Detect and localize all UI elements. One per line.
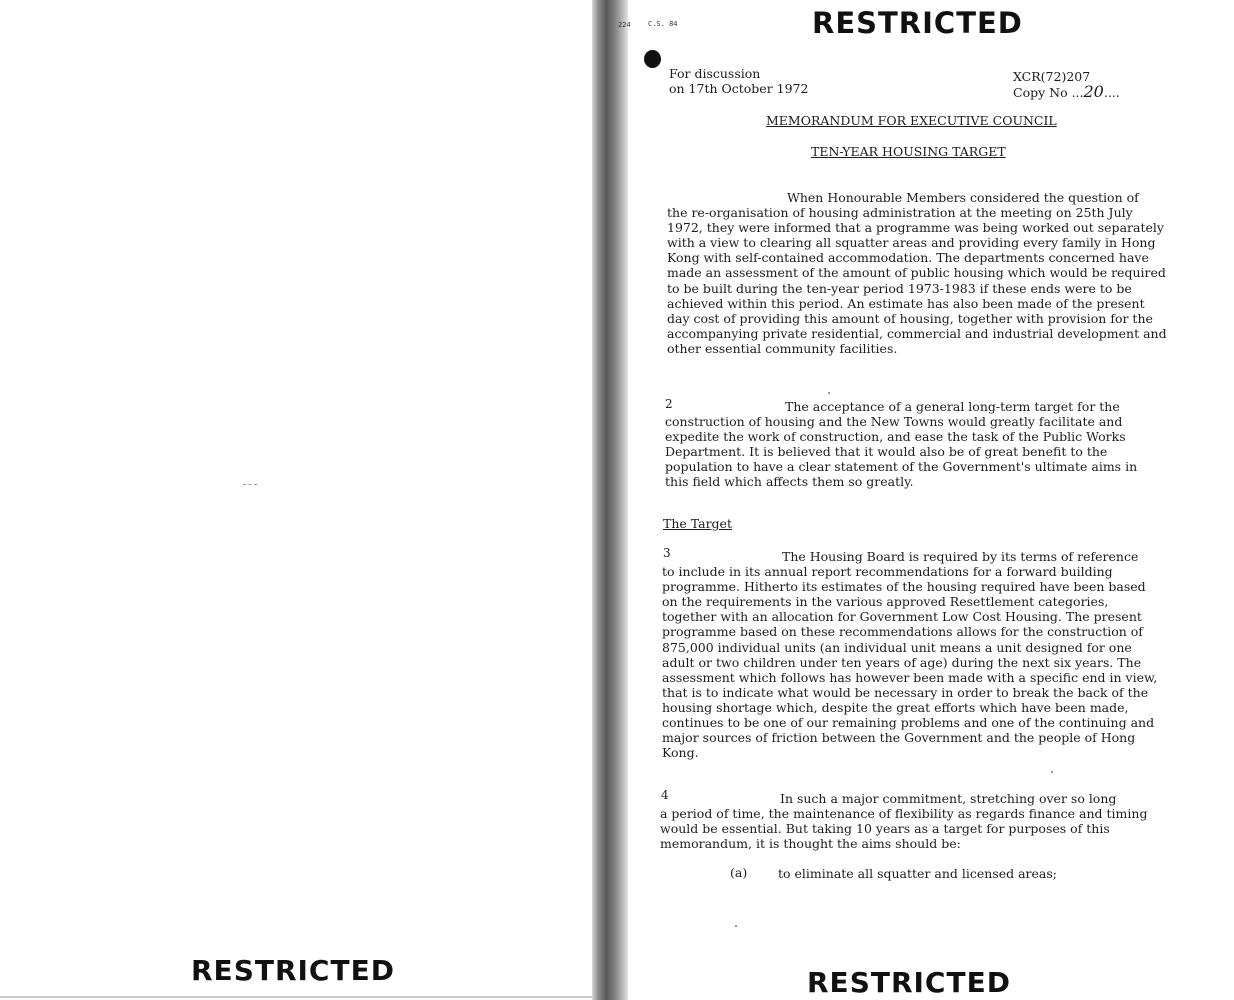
restricted-stamp-bottom: RESTRICTED bbox=[807, 966, 1011, 999]
scan-speck bbox=[1051, 771, 1053, 773]
paragraph-4-number: 4 bbox=[661, 788, 669, 802]
paragraph-3-number: 3 bbox=[663, 546, 671, 560]
paragraph-2 bbox=[665, 399, 1163, 490]
restricted-stamp-top: RESTRICTED bbox=[812, 6, 1023, 40]
paragraph-3-body: to include in its annual report recommendations for a forward building programme. Hitherto its estimates of the housing required have been based on the requirements in the various approved Resettlement categories, together with an allocation for Government Low Cost Housing. The present programme based on these recommendations allows for the construction of 875,000 individual units (an individual unit means a unit designed for one adult or two children under ten years of age) during the next six years. The assessment which follows has however been made with a specific end in view, that is to indicate what would be necessary in order to break the back of the housing shortage which, despite the great efforts which have been made, continues to be one of our remaining problems and one of the continuing and major sources of friction between the Government and the people of Hong Kong. bbox=[662, 564, 1158, 761]
list-item-a-label: (a) bbox=[730, 865, 748, 880]
page-mark bbox=[243, 484, 257, 485]
paragraph-4-body: a period of time, the maintenance of flexibility as regards finance and timing would be essential. But taking 10 years as a target for purposes of this memorandum, it is thought the aims should be: bbox=[660, 806, 1148, 852]
section-heading: The Target bbox=[663, 516, 732, 531]
binding-gutter bbox=[592, 0, 628, 1000]
discussion-label: For discussion bbox=[669, 66, 761, 81]
paragraph-2-first-line: The acceptance of a general long-term target for the bbox=[785, 399, 1120, 414]
paragraph-1-first-line: When Honourable Members considered the question of bbox=[787, 190, 1139, 205]
restricted-stamp-left-bottom: RESTRICTED bbox=[191, 954, 395, 987]
copy-label: Copy No bbox=[1013, 85, 1068, 100]
paragraph-4-first-line: In such a major commitment, stretching over so long bbox=[780, 791, 1117, 806]
scan-speck bbox=[735, 925, 737, 927]
paragraph-2-number: 2 bbox=[665, 397, 673, 411]
paragraph-3-first-line: The Housing Board is required by its terms of reference bbox=[782, 549, 1139, 564]
paragraph-4 bbox=[660, 791, 1150, 851]
page-edge bbox=[0, 996, 592, 998]
copy-number-line: Copy No ...20.... bbox=[1013, 82, 1120, 101]
paragraph-1-body: the re-organisation of housing administration at the meeting on 25th July 1972, they were informed that a programme was being worked out separately with a view to clearing all squatter areas and providing every family in Hong Kong with self-contained accommodation. The departments concerned have made an assessment of the amount of public housing which would be required to be built during the ten-year period 1973-1983 if these ends were to be achieved within this period. An estimate has also been made of the present day cost of providing this amount of housing, together with provision for the accompanying private residential, commercial and industrial development and other essential community facilities. bbox=[667, 205, 1167, 356]
paragraph-3 bbox=[662, 549, 1164, 760]
scan-speck bbox=[828, 392, 830, 394]
reference-number: XCR(72)207 bbox=[1013, 69, 1091, 84]
copy-number: 20 bbox=[1083, 82, 1104, 101]
edge-reference: 224 bbox=[618, 21, 631, 29]
memo-title: MEMORANDUM FOR EXECUTIVE COUNCIL bbox=[766, 113, 1057, 128]
left-page bbox=[0, 0, 592, 1000]
discussion-date: on 17th October 1972 bbox=[669, 81, 809, 96]
paragraph-2-body: construction of housing and the New Towns would greatly facilitate and expedite the work of construction, and ease the task of the Public Works Department. It is believed that it would also be of great benefit to the population to have a clear statement of the Government's ultimate aims in this field which affects them so greatly. bbox=[665, 414, 1138, 490]
paragraph-1 bbox=[667, 190, 1167, 356]
form-reference: C.S. 84 bbox=[648, 20, 678, 28]
memo-subtitle: TEN-YEAR HOUSING TARGET bbox=[811, 144, 1006, 159]
punch-hole bbox=[644, 50, 661, 68]
list-item-a-text: to eliminate all squatter and licensed areas; bbox=[778, 866, 1058, 881]
